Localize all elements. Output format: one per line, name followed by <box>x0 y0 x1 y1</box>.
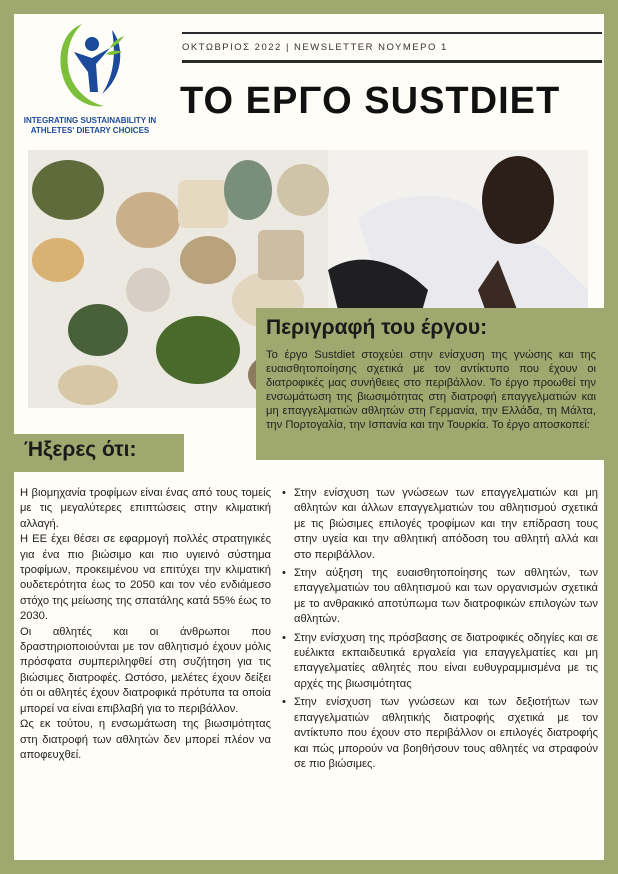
athlete-logo-icon <box>52 18 128 114</box>
did-you-know-column <box>20 486 271 763</box>
description-text: Το έργο Sustdiet στοχεύει στην ενίσχυση της γνώσης και της ευαισθητοποίησης σχετικά με τον αντίκτυπο που έχουν οι διατροφικές μας συνήθειες στο περιβάλλον. Το έργο προωθεί την ενσωμάτωση της βιωσιμότητας στη διατροφή επαγγελματιών και μη επαγγελματιών αθλητών στη Γερμανία, την Ελλάδα, τη Μάλτα, την Πορτογαλία, την Ισπανία και την Τουρκία. Το έργο αποσκοπεί: <box>266 349 596 431</box>
aims-list <box>282 486 598 772</box>
masthead-rule-bottom <box>182 60 602 63</box>
newsletter-title: ΤΟ ΕΡΓΟ SUSTDIET <box>180 80 561 122</box>
aims-column <box>282 486 598 775</box>
aim-item: • Στην αύξηση της ευαισθητοποίησης των αθλητών, των επαγγελματιών του αθλητισμού και των οργανισμών σχετικά με το ανθρακικό αποτύπωμα των διατροφικών επιλογών των αθλητών. <box>282 566 598 628</box>
description-heading: Περιγραφή του έργου: <box>266 316 488 339</box>
masthead-rule-top <box>182 32 602 34</box>
logo-tagline: INTEGRATING SUSTAINABILITY IN ATHLETES' DIETARY CHOICES <box>23 116 157 135</box>
issue-dateline: ΟΚΤΩΒΡΙΟΣ 2022 | NEWSLETTER ΝΟΥΜΕΡΟ 1 <box>182 42 448 53</box>
aim-item: • Στην ενίσχυση της πρόσβασης σε διατροφικές οδηγίες και σε ευέλικτα εκπαιδευτικά εργαλεία για επαγγελματίες και μη επαγγελματίες αθλητές που είναι ευθυγραμμισμένα με τις αρχές της βιωσιμότητας <box>282 631 598 693</box>
did-you-know-paragraph: Η βιομηχανία τροφίμων είναι ένας από τους τομείς με τις μεγαλύτερες επιπτώσεις στην κλιματική αλλαγή. <box>20 487 271 530</box>
did-you-know-heading: Ήξερες ότι: <box>24 438 137 461</box>
aim-item: • Στην ενίσχυση των γνώσεων και των δεξιοτήτων των επαγγελματιών αθλητικής διατροφής σχετικά με τον αντίκτυπο που έχουν στο περιβάλλον οι επιλογές διατροφής και πώς μπορούν να βοηθήσουν τους αθλητές να στραφούν σε πιο βιώσιμες. <box>282 695 598 772</box>
aim-item: • Στην ενίσχυση των γνώσεων των επαγγελματιών και μη αθλητών και άλλων επαγγελματιών του αθλητισμού σχετικά με τις βιώσιμες επιλογές τροφίμων και την επίδραση τους στην υγεία και την αθλητική απόδοση του αθλητή αλλά και στο περιβάλλον. <box>282 486 598 563</box>
did-you-know-paragraph: Οι αθλητές και οι άνθρωποι που δραστηριοποιούνται με τον αθλητισμό έχουν μόλις πρόσφατα συμπεριληφθεί στη συζήτηση για τις βιώσιμες διατροφές. Ωστόσο, μελέτες έχουν δείξει ότι οι αθλητές έχουν διατροφικά πρότυπα τα οποία μπορεί να είναι επιβλαβή για το περιβάλλον. <box>20 625 271 715</box>
did-you-know-paragraph: Η ΕΕ έχει θέσει σε εφαρμογή πολλές στρατηγικές για ένα πιο βιώσιμο και πιο υγιεινό σύστημα τροφίμων, προκειμένου να επιτύχει την κλιματική ουδετερότητα έως το 2050 και τον νέο ενδιάμεσο στόχο της μείωσης της σπατάλης κατά 55% έως το 2030. <box>20 533 271 623</box>
did-you-know-paragraph: Ως εκ τούτου, η ενσωμάτωση της βιωσιμότητας στη διατροφή των αθλητών δεν μπορεί πλέον να αποφευχθεί. <box>20 718 271 761</box>
sustdiet-logo <box>14 14 164 144</box>
